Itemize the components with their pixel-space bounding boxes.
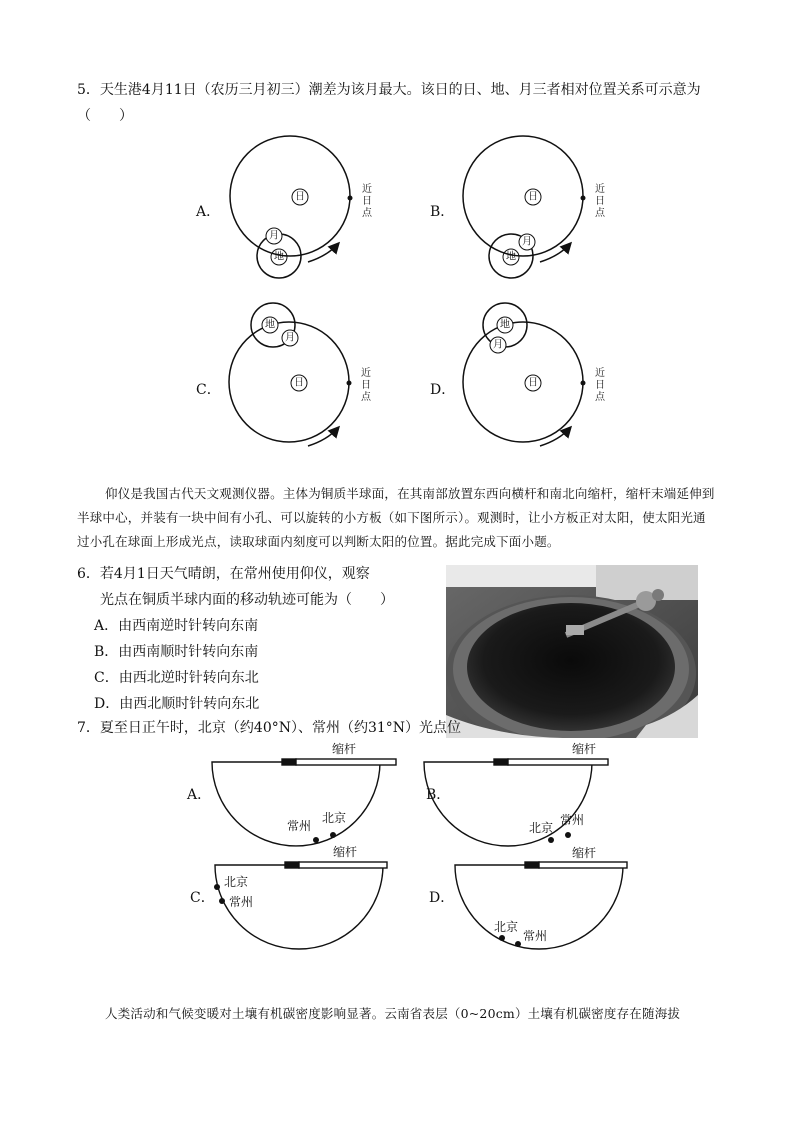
q5-diagrams (0, 0, 794, 470)
perihelion-label-b-2: 日 (595, 196, 605, 207)
beijing-label-b: 北京 (529, 821, 554, 835)
changzhou-dot-d (515, 941, 521, 947)
perihelion-label-a-3: 点 (362, 208, 372, 219)
perihelion-dot-c (347, 381, 352, 386)
yangyi-photo (446, 565, 698, 738)
rod-label-d: 缩杆 (572, 846, 597, 860)
sun-label-c: 日 (294, 377, 304, 389)
q7-option-d: D． (429, 890, 455, 906)
perihelion-label-a-2: 日 (362, 196, 372, 207)
rod-label-c: 缩杆 (333, 845, 358, 859)
changzhou-label-b: 常州 (560, 813, 585, 827)
hemisphere-a (212, 762, 380, 846)
perihelion-dot-a (348, 196, 353, 201)
rod-b (508, 759, 608, 765)
q6-option-d: D．由西北顺时针转向东北 (94, 696, 260, 712)
q5-stem: 5．天生港4月11日（农历三月初三）潮差为该月最大。该日的日、地、月三者相对位置关系可示意为 (77, 82, 701, 98)
q7-option-a: A． (187, 787, 212, 803)
changzhou-label-d: 常州 (523, 929, 548, 943)
perihelion-label-c-3: 点 (361, 392, 371, 403)
rod-block-d (525, 862, 539, 868)
earth-label-a: 地 (274, 251, 284, 263)
beijing-label-c: 北京 (224, 875, 249, 889)
rod-block-a (282, 759, 296, 765)
q6-stem-line2: 光点在铜质半球内面的移动轨迹可能为（ ） (100, 592, 394, 608)
earth-label-c: 地 (265, 319, 275, 331)
beijing-dot-d (499, 935, 505, 941)
perihelion-dot-b (581, 196, 586, 201)
perihelion-label-d-2: 日 (595, 380, 605, 391)
changzhou-dot-b (565, 832, 571, 838)
q5-option-b: B． (430, 204, 455, 220)
perihelion-label-c-1: 近 (361, 368, 371, 379)
q5-bracket: （ ） (77, 108, 133, 124)
perihelion-label-a-1: 近 (362, 184, 372, 195)
q5-option-d: D． (430, 382, 456, 398)
q6-option-c: C．由西北逆时针转向东北 (94, 670, 259, 686)
q7-stem: 7．夏至日正午时，北京（约40°N）、常州（约31°N）光点位 (77, 720, 462, 736)
perihelion-label-d-3: 点 (595, 392, 605, 403)
sun-label-b: 日 (528, 191, 538, 203)
q6-option-a: A．由西南逆时针转向东南 (94, 618, 259, 634)
perihelion-label-b-3: 点 (595, 208, 605, 219)
moon-label-c: 月 (285, 332, 295, 344)
rod-c (299, 862, 387, 868)
perihelion-label-c-2: 日 (361, 380, 371, 391)
sun-label-d: 日 (528, 377, 538, 389)
rod-a (296, 759, 396, 765)
intro-paragraph-1: 仰仪是我国古代天文观测仪器。主体为铜质半球面，在其南部放置东西向横杆和南北向缩杆，缩杆末端延伸到半球中心，并装有一块中间有小孔、可以旋转的小方板（如下图所示）。观测时，让小方板正对太阳，使太阳光通过小孔在球面上形成光点，读取球面内刻度可以判断太阳的位置。据此完成下面小题。 (77, 486, 715, 549)
changzhou-label-c: 常州 (229, 895, 254, 909)
q7-diagrams (0, 740, 794, 955)
sun-label-a: 日 (295, 191, 305, 203)
perihelion-dot-d (581, 381, 586, 386)
q5-option-c: C． (196, 382, 221, 398)
orbit-d (463, 322, 583, 442)
q7-option-c: C． (190, 890, 215, 906)
beijing-dot-a (330, 832, 336, 838)
yangyi-photo-drawing (446, 565, 698, 738)
moon-label-d: 月 (493, 339, 503, 351)
changzhou-dot-a (313, 837, 319, 843)
beijing-label-a: 北京 (322, 811, 347, 825)
beijing-dot-b (548, 837, 554, 843)
intro-paragraph-2: 人类活动和气候变暖对土壤有机碳密度影响显著。云南省表层（0~20cm）土壤有机碳密度存在随海拔 (105, 1006, 681, 1021)
beijing-dot-c (214, 884, 220, 890)
earth-label-d: 地 (500, 319, 510, 331)
changzhou-label-a: 常州 (287, 819, 312, 833)
rod-block-b (494, 759, 508, 765)
perihelion-label-b-1: 近 (595, 184, 605, 195)
rod-label-b: 缩杆 (572, 742, 597, 756)
earth-label-b: 地 (506, 251, 516, 263)
q6-option-b: B．由西南顺时针转向东南 (94, 644, 259, 660)
direction-arrow-d (540, 428, 570, 446)
beijing-label-d: 北京 (494, 920, 519, 934)
q7-option-b: B． (426, 787, 451, 803)
changzhou-dot-c (219, 898, 225, 904)
q5-option-a: A． (196, 204, 221, 220)
moon-label-b: 月 (522, 236, 532, 248)
moon-label-a: 月 (269, 230, 279, 242)
rod-label-a: 缩杆 (332, 742, 357, 756)
orbit-a (230, 136, 350, 256)
perihelion-label-d-1: 近 (595, 368, 605, 379)
q6-stem-line1: 6．若4月1日天气晴朗，在常州使用仰仪，观察 (77, 566, 370, 582)
rod-d (539, 862, 627, 868)
rod-block-c (285, 862, 299, 868)
